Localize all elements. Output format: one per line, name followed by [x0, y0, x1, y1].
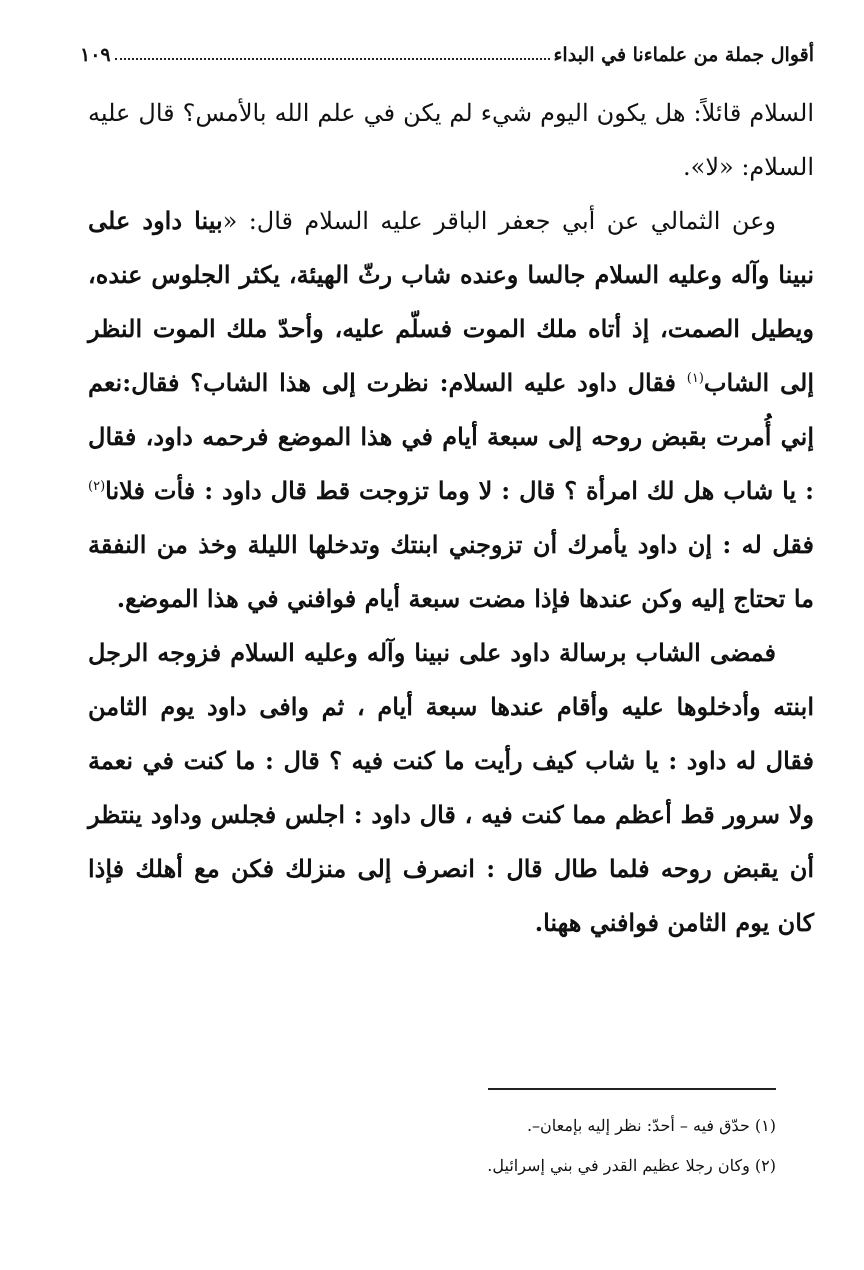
- running-header: [80, 36, 814, 66]
- header-title: أقوال جملة من علماءنا في البداء: [553, 44, 814, 66]
- paragraph-2-quote-b: فقال داود عليه السلام: نظرت إلى هذا الشاب؟ فقال:نعم إني أُمرت بقبض روحه إلى سبعة أيام في هذا الموضع فرحمه داود، فقال : يا شاب هل لك امرأة ؟ قال : لا وما تزوجت قط قال داود : فأت فلانا: [88, 368, 814, 505]
- footnote-ref-1: (١): [686, 371, 704, 386]
- paragraph-2: [88, 194, 814, 626]
- paragraph-2-quote-c: فقل له : إن داود يأمرك أن تزوجني ابنتك وتدخلها الليلة وخذ من النفقة ما تحتاج إليه وكن عندها فإذا مضت سبعة أيام فوافني في هذا الموضع.: [88, 530, 814, 613]
- paragraph-1: السلام قائلاً: هل يكون اليوم شيء لم يكن في علم الله بالأمس؟ قال عليه السلام: «لا».: [88, 99, 814, 181]
- paragraph-2-intro: وعن الثمالي عن أبي جعفر الباقر عليه السلام قال: «: [222, 207, 776, 235]
- footnote-ref-2: (٢): [88, 479, 106, 494]
- body-text: [88, 86, 814, 950]
- footnote-2: (٢) وكان رجلا عظيم القدر في بني إسرائيل.: [487, 1156, 776, 1175]
- footnote-1: (١) حدّق فيه – أحدّ: نظر إليه بإمعان–.: [526, 1116, 776, 1135]
- page-number: ١٠٩: [80, 44, 111, 66]
- paragraph-3: فمضى الشاب برسالة داود على نبينا وآله وعليه السلام فزوجه الرجل ابنته وأدخلوها عليه وأقام عندها سبعة أيام ، ثم وافى داود يوم الثامن فقال له داود : يا شاب كيف رأيت ما كنت فيه ؟ قال : ما كنت في نعمة ولا سرور قط أعظم مما كنت فيه ، قال داود : اجلس فجلس وداود ينتظر أن يقبض روحه فلما طال قال : انصرف إلى منزلك فكن مع أهلك فإذا كان يوم الثامن فوافني ههنا.: [88, 638, 814, 937]
- dotted-leader: [115, 58, 550, 60]
- paragraph-2-quote-a: بينا داود على نبينا وآله وعليه السلام جالسا وعنده شاب رثّ الهيئة، يكثر الجلوس عنده، ويطيل الصمت، إذ أتاه ملك الموت فسلّم عليه، وأحدّ ملك الموت النظر إلى الشاب: [88, 206, 814, 397]
- footnotes: [88, 1106, 776, 1186]
- footnote-divider: [488, 1088, 776, 1090]
